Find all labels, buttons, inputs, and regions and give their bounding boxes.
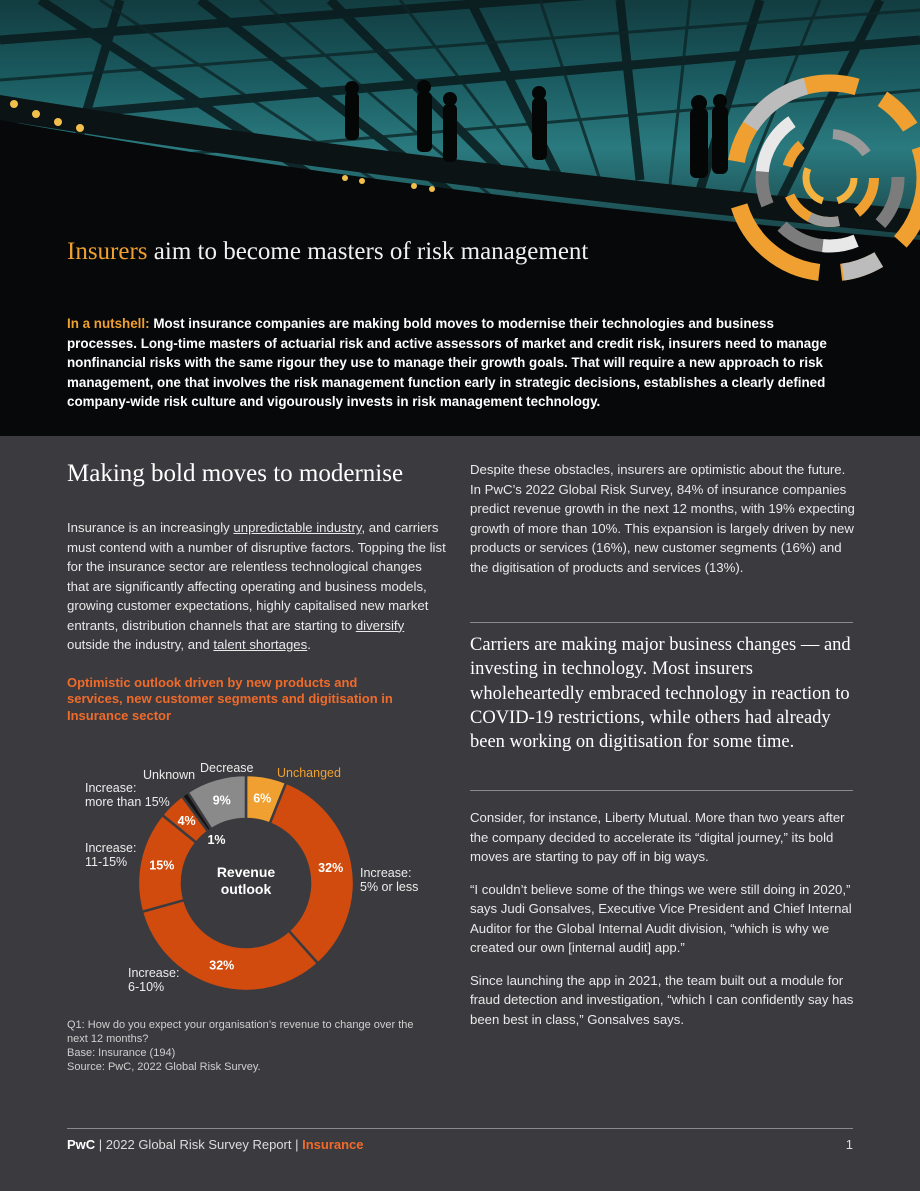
slice-label-1: Increase: — [360, 866, 412, 880]
slice-percent-1: 32% — [318, 861, 344, 876]
chart-notes — [67, 1018, 427, 1074]
footer-sep-2: | — [291, 1137, 303, 1152]
intro-paragraph — [67, 518, 447, 655]
slice-percent-3: 15% — [149, 858, 175, 873]
divider-top — [470, 622, 853, 623]
footer-section: Insurance — [302, 1137, 364, 1152]
slice-percent-6: 9% — [212, 793, 231, 808]
footer-report-title: 2022 Global Risk Survey Report — [105, 1137, 292, 1152]
intro-text-a: Insurance is an increasingly — [67, 520, 234, 535]
left-column — [67, 460, 447, 724]
chart-center-label-1: Revenue — [216, 864, 276, 880]
chart-note-base: Base: Insurance (194) — [67, 1047, 176, 1059]
chart-note-source: Source: PwC, 2022 Global Risk Survey. — [67, 1061, 261, 1073]
nutshell-lead: In a nutshell: — [67, 316, 150, 331]
slice-label-4: Increase: — [85, 781, 137, 795]
nutshell-body: Most insurance companies are making bold moves to modernise their technologies and business processes. Long-time masters of actuarial risk and active assessors of market and credit risk, insurers need to manage nonfinancial risks with the same rigour they use to manage their growth goals. That will require a new approach to risk management, one that involves the risk management function early in strategic decisions, establishes a clearly defined company-wide risk culture and vigourously invests in risk management technology. — [67, 316, 827, 409]
pull-quote: Carriers are making major business changes — and investing in technology. Most insurers wholeheartedly embraced technology in reaction to COVID-19 restrictions, while others had already been working on digitisation for some time. — [470, 635, 851, 753]
slice-label-5: Unknown — [143, 768, 196, 782]
slice-label-6: Decrease — [200, 761, 254, 775]
slice-percent-4: 4% — [177, 813, 196, 828]
revenue-outlook-donut-chart — [55, 755, 445, 1055]
intro-text-d: . — [307, 637, 311, 652]
chart-center-label-2: outlook — [220, 881, 272, 897]
chart-title: Optimistic outlook driven by new products and services, new customer segments and digitisation in Insurance sector — [67, 674, 393, 723]
slice-percent-5: 1% — [207, 833, 226, 848]
hero-banner — [0, 0, 920, 436]
slice-label-2: Increase: — [128, 966, 180, 980]
slice-percent-0: 6% — [253, 791, 272, 806]
divider-bottom — [470, 790, 853, 791]
section-heading: Making bold moves to modernise — [67, 460, 404, 487]
link-diversify[interactable]: diversify — [355, 617, 405, 633]
optimism-paragraph: Despite these obstacles, insurers are optimistic about the future. In PwC’s 2022 Global Risk Survey, 84% of insurance companies predict revenue growth in the next 12 months, with 19% expecting growth of more than 10%. This expansion is largely driven by new products or services (16%), new customer segments (16%) and the digitisation of products and services (13%). — [470, 462, 855, 575]
slice-sublabel-3: 11-15% — [85, 855, 128, 869]
title-rest: aim to become masters of risk management — [147, 238, 589, 265]
liberty-mutual-paragraph: Consider, for instance, Liberty Mutual. More than two years after the company decided to accelerate its “digital journey,” its bold moves are starting to pay off in big ways. — [470, 810, 845, 864]
slice-label-3: Increase: — [85, 841, 137, 855]
slice-percent-2: 32% — [209, 958, 235, 973]
title-accent: Insurers — [67, 238, 148, 265]
footer-brand: PwC — [67, 1137, 96, 1152]
intro-text-b: , and carriers must contend with a number of disruptive factors. Topping the list for the insurance sector are relentless technological changes that are significantly affecting operating and business models, growing customer expectations, highly capitalised new market entrants, distribution channels that are starting to — [67, 520, 446, 633]
chart-note-question: Q1: How do you expect your organisation’s revenue to change over the next 12 months? — [67, 1019, 414, 1045]
intro-text-c: outside the industry, and — [67, 637, 214, 652]
slice-sublabel-1: 5% or less — [360, 880, 419, 894]
footer-credits — [67, 1137, 364, 1152]
link-unpredictable-industry[interactable]: unpredictable industry — [233, 520, 362, 535]
slice-sublabel-4: more than 15% — [85, 795, 170, 809]
footer-sep-1: | — [95, 1137, 106, 1152]
slice-sublabel-2: 6-10% — [128, 980, 165, 994]
app-launch-paragraph: Since launching the app in 2021, the team built out a module for fraud detection and investigation, “which I can confidently say has been best in class,” Gonsalves says. — [470, 972, 854, 1027]
nutshell-summary — [67, 314, 827, 412]
page-title — [67, 238, 588, 266]
case-study — [470, 808, 855, 1029]
right-column — [470, 460, 855, 577]
page-number: 1 — [845, 1137, 853, 1152]
slice-label-0: Unchanged — [277, 766, 341, 780]
link-talent-shortages[interactable]: talent shortages — [213, 637, 308, 652]
page-footer — [67, 1128, 853, 1152]
gonsalves-quote-paragraph: “I couldn’t believe some of the things we were still doing in 2020,” says Judi Gonsalves, Executive Vice President and Chief Internal Auditor for the Global Internal Audit division, “which is why we created our own [internal audit] app.” — [470, 881, 852, 955]
